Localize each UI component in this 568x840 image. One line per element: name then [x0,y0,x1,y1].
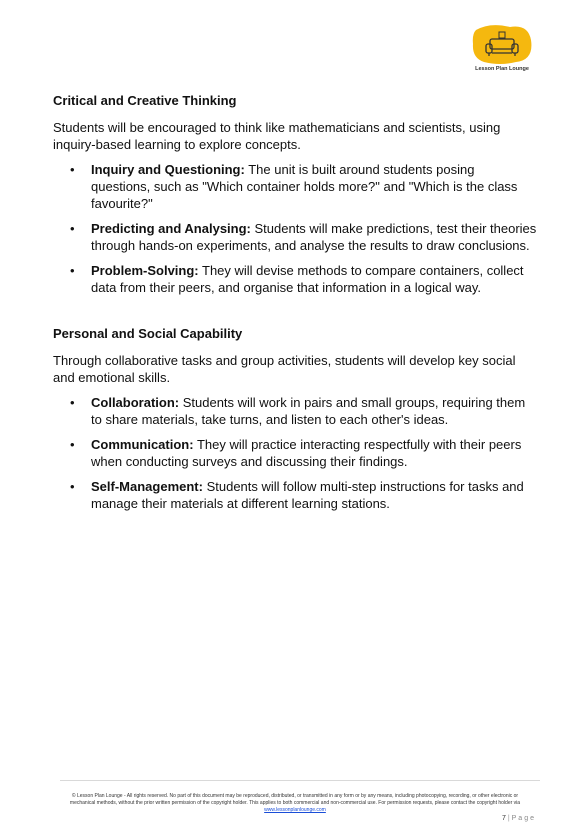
bullet-list [53,394,537,512]
list-item [53,220,537,254]
bullet-icon: • [70,263,75,278]
bullet-list [53,161,537,296]
item-term: Self-Management: [91,479,203,494]
item-text: They will devise methods to compare containers, collect data from their peers, and organise that information in a logical way. [91,263,524,295]
item-text: Students will follow multi-step instructions for tasks and manage their materials at different learning stations. [91,479,524,511]
footer-divider [60,780,540,781]
page-number [502,815,536,822]
section-heading: Personal and Social Capability [53,326,243,341]
section-personal-social-capability [53,326,537,512]
section-critical-creative-thinking [53,93,537,296]
page-number-value: 7 [502,815,506,822]
list-item [53,262,537,296]
list-item [53,394,537,428]
website-link[interactable]: www.lessonplanlounge.com [264,807,326,813]
item-text: The unit is built around students posing questions, such as "Which container holds more?" and "Which is the class favourite?" [91,162,518,211]
page-separator: | [507,815,510,822]
item-term: Communication: [91,437,194,452]
list-item [53,161,537,212]
item-text: They will practice interacting respectfully with their peers when conducting surveys and discussing their findings. [91,437,522,469]
copyright-text: © Lesson Plan Lounge - All rights reserved. No part of this document may be reproduced, distributed, or transmitted in any form or by any means, including photocopying, recording, or other electronic or mechanical methods, without the prior written permission of the copyright holder. This applies to both commercial and non-commercial use. For permission requests, please contact the copyright holder via [69,793,521,806]
item-term: Predicting and Analysing: [91,221,251,236]
page-content [53,93,537,520]
section-intro: Through collaborative tasks and group activities, students will develop key social and emotional skills. [53,353,516,385]
page-label: Page [511,815,536,822]
item-text: Students will make predictions, test their theories through hands-on experiments, and analyse the results to draw conclusions. [91,221,537,253]
list-item [53,436,537,470]
item-text: Students will work in pairs and small groups, requiring them to share materials, take turns, and listen to each other's ideas. [91,395,526,427]
item-term: Collaboration: [91,395,180,410]
lesson-plan-lounge-logo [470,22,534,68]
list-item [53,478,537,512]
section-intro: Students will be encouraged to think like mathematicians and scientists, using inquiry-based learning to explore concepts. [53,120,501,152]
bullet-icon: • [70,437,75,452]
bullet-icon: • [70,395,75,410]
section-heading: Critical and Creative Thinking [53,93,237,108]
bullet-icon: • [70,479,75,494]
footer-copyright [60,793,530,814]
item-term: Inquiry and Questioning: [91,162,245,177]
item-term: Problem-Solving: [91,263,199,278]
bullet-icon: • [70,162,75,177]
bullet-icon: • [70,221,75,236]
logo-text: Lesson Plan Lounge [475,66,529,72]
